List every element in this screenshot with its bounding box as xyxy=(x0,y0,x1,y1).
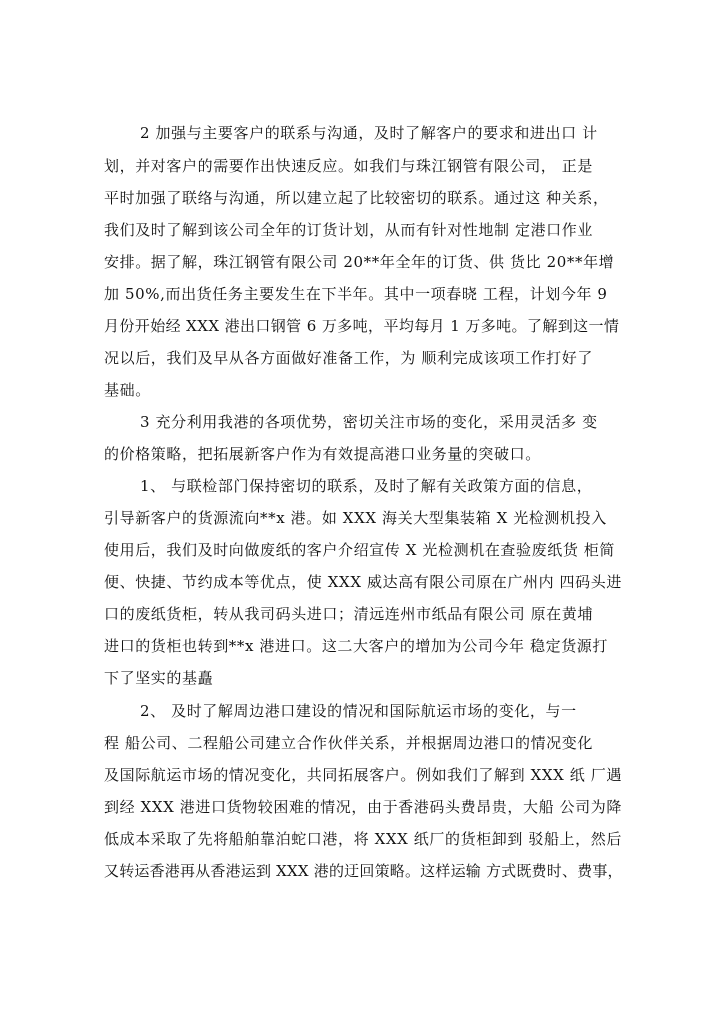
text-line: 安排。据了解，珠江钢管有限公司 20**年全年的订货、供 货比 20**年增 xyxy=(104,253,615,271)
text-line: 到经 XXX 港进口货物较困难的情况，由于香港码头费昂贵，大船 公司为降 xyxy=(104,798,622,816)
text-line: 引导新客户的货源流向**x 港。如 XXX 海关大型集装箱 X 光检测机投入 xyxy=(104,509,607,527)
text-line: 的价格策略，把拓展新客户作为有效提高港口业务量的突破口。 xyxy=(104,445,541,463)
text-line: 使用后，我们及时向做废纸的客户介绍宣传 X 光检测机在查验废纸货 柜简 xyxy=(104,541,615,559)
text-line: 平时加强了联络与沟通，所以建立起了比较密切的联系。通过这 种关系， xyxy=(104,189,609,207)
text-line: 月份开始经 XXX 港出口钢管 6 万多吨，平均每月 1 万多吨。了解到这一情 xyxy=(104,317,620,335)
text-line: 下了坚实的基矗 xyxy=(104,669,214,687)
text-line: 加 50%,而出货任务主要发生在下半年。其中一项春晓 工程，计划今年 9 xyxy=(104,285,608,303)
text-line: 进口的货柜也转到**x 港进口。这二大客户的增加为公司今年 稳定货源打 xyxy=(104,637,608,655)
text-line: 口的废纸货柜，转从我司码头进口；清远连州市纸品有限公司 原在黄埔 xyxy=(104,605,593,623)
text-line: 及国际航运市场的情况变化，共同拓展客户。例如我们了解到 XXX 纸 厂遇 xyxy=(104,766,622,784)
text-line: 2、 及时了解周边港口建设的情况和国际航运市场的变化，与一 xyxy=(140,702,577,720)
text-line: 低成本采取了先将船舶靠泊蛇口港，将 XXX 纸厂的货柜卸到 驳船上，然后 xyxy=(104,830,622,848)
text-line: 又转运香港再从香港运到 XXX 港的迂回策略。这样运输 方式既费时、费事， xyxy=(104,862,623,880)
text-line: 2 加强与主要客户的联系与沟通，及时了解客户的要求和进出口 计 xyxy=(140,124,598,142)
text-line: 3 充分利用我港的各项优势，密切关注市场的变化，采用灵活多 变 xyxy=(140,413,598,431)
text-line: 我们及时了解到该公司全年的订货计划，从而有针对性地制 定港口作业 xyxy=(104,221,593,239)
text-line: 基础。 xyxy=(104,381,151,399)
text-line: 划，并对客户的需要作出快速反应。如我们与珠江钢管有限公司， 正是 xyxy=(104,157,593,175)
text-line: 程 船公司、二程船公司建立合作伙伴关系，并根据周边港口的情况变化 xyxy=(104,734,593,752)
text-line: 1、 与联检部门保持密切的联系，及时了解有关政策方面的信息， xyxy=(140,477,593,495)
text-line: 便、快捷、节约成本等优点，使 XXX 威达高有限公司原在广州内 四码头进 xyxy=(104,573,622,591)
text-line: 况以后，我们及早从各方面做好准备工作，为 顺利完成该项工作打好了 xyxy=(104,349,593,367)
